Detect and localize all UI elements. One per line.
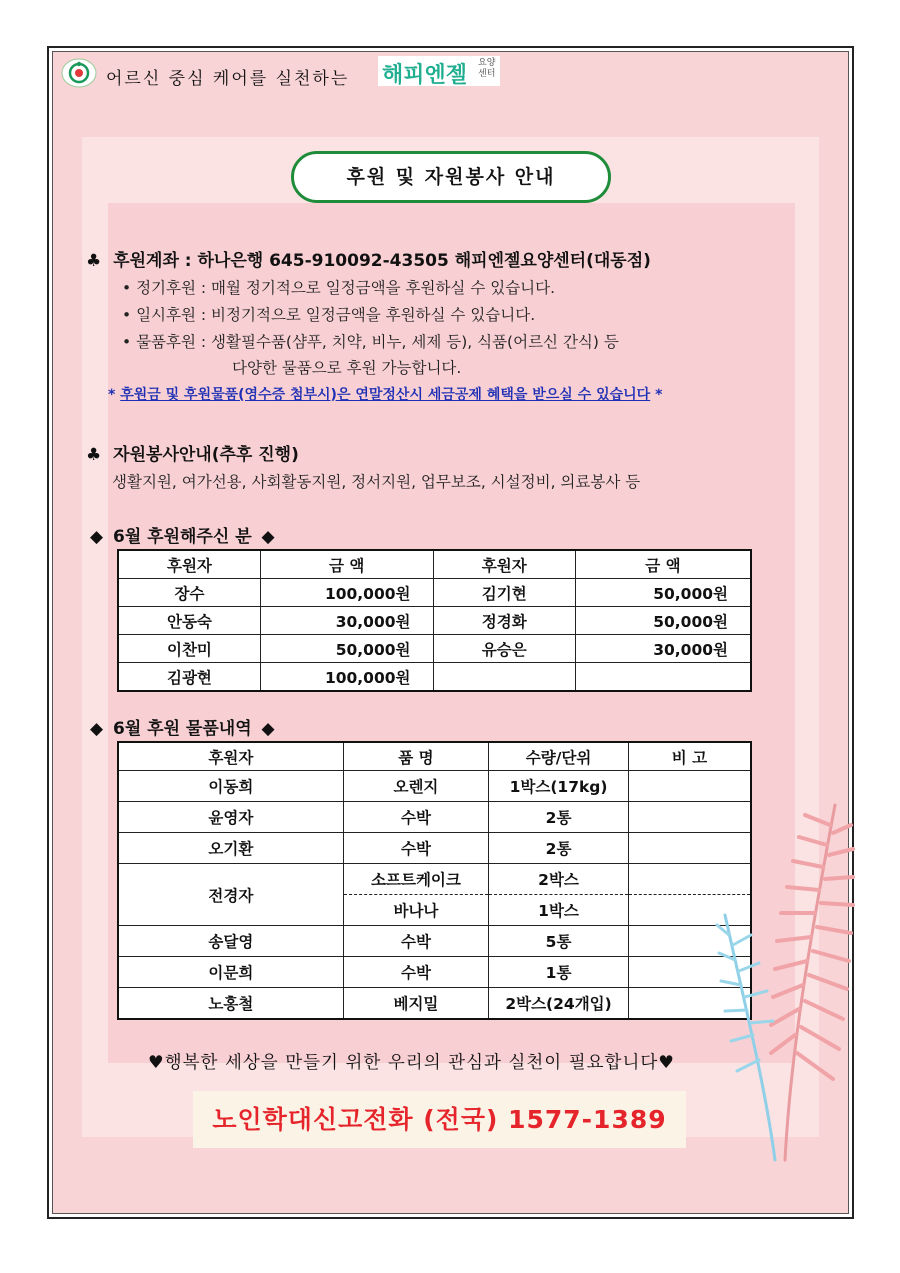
goods-qty: 1박스(17kg) — [489, 771, 629, 802]
donor-amount: 30,000원 — [575, 635, 751, 663]
goods-donor: 이동희 — [118, 771, 343, 802]
volunteer-heading: 자원봉사안내(추후 진행) — [113, 445, 299, 465]
table-header-row — [118, 742, 751, 771]
goods-item: 수박 — [343, 926, 489, 957]
donor-name: 정경화 — [433, 607, 575, 635]
goods-qty: 5통 — [489, 926, 629, 957]
goods-donor: 이문희 — [118, 957, 343, 988]
donor-name: 장수 — [118, 579, 260, 607]
slogan: 어르신 중심 케어를 실천하는 — [106, 69, 350, 89]
donor-amount: 30,000원 — [260, 607, 433, 635]
donor-name: 유승은 — [433, 635, 575, 663]
goods-donor: 노홍철 — [118, 988, 343, 1020]
account-heading-row — [86, 246, 651, 271]
table-row — [118, 802, 751, 833]
table-header: 금 액 — [260, 550, 433, 579]
donors-heading-row — [90, 522, 275, 547]
notice-star: * — [108, 387, 116, 403]
footer-quote: ♥행복한 세상을 만들기 위한 우리의 관심과 실천이 필요합니다♥ — [148, 1053, 675, 1073]
goods-heading-row — [90, 714, 275, 739]
tax-notice-text: 후원금 및 후원물품(영수증 첨부시)은 연말정산시 세금공제 혜택을 받으실 수 있습니다 — [120, 387, 651, 403]
goods-table — [117, 741, 752, 1020]
account-item: • 물품후원 : 생활필수품(샴푸, 치약, 비누, 세제 등), 식품(어르신 간식) 등 — [122, 333, 619, 351]
table-row — [118, 864, 751, 895]
goods-item: 수박 — [343, 957, 489, 988]
header — [60, 56, 520, 90]
brand-name: 해피엔젤 — [382, 63, 468, 88]
donor-amount: 50,000원 — [260, 635, 433, 663]
abuse-hotline: 노인학대신고전화 (전국) 1577-1389 — [193, 1091, 686, 1148]
table-header: 수량/단위 — [489, 742, 629, 771]
donor-name: 이찬미 — [118, 635, 260, 663]
donors-heading: 6월 후원해주신 분 — [113, 527, 252, 547]
tax-notice — [108, 384, 662, 404]
account-heading: 후원계좌 : 하나은행 645-910092-43505 해피엔젤요양센터(대동점) — [113, 251, 651, 271]
diamond-icon: ◆ — [90, 527, 104, 547]
brand-logo — [378, 56, 500, 86]
goods-item: 베지밀 — [343, 988, 489, 1020]
goods-donor: 송달영 — [118, 926, 343, 957]
account-item-text: 물품후원 : 생활필수품(샴푸, 치약, 비누, 세제 등), 식품(어르신 간식) 등 — [136, 333, 619, 351]
account-item-text: 일시후원 : 비정기적으로 일정금액을 후원하실 수 있습니다. — [136, 306, 536, 324]
goods-item: 수박 — [343, 833, 489, 864]
account-item: • 일시후원 : 비정기적으로 일정금액을 후원하실 수 있습니다. — [122, 306, 536, 324]
account-item: • 정기후원 : 매월 정기적으로 일정금액을 후원하실 수 있습니다. — [122, 279, 556, 297]
club-icon: ♣ — [86, 445, 102, 465]
goods-donor: 전경자 — [118, 864, 343, 926]
account-item-cont: 다양한 물품으로 후원 가능합니다. — [232, 359, 462, 377]
table-header: 후원자 — [118, 550, 260, 579]
donor-name — [433, 663, 575, 692]
table-row — [118, 833, 751, 864]
volunteer-heading-row — [86, 440, 299, 465]
donor-amount: 100,000원 — [260, 663, 433, 692]
diamond-icon: ◆ — [261, 527, 275, 547]
donor-amount: 50,000원 — [575, 579, 751, 607]
table-row — [118, 988, 751, 1020]
goods-item: 오렌지 — [343, 771, 489, 802]
table-header: 금 액 — [575, 550, 751, 579]
table-row — [118, 635, 751, 663]
table-header: 후원자 — [118, 742, 343, 771]
goods-qty: 2통 — [489, 802, 629, 833]
goods-item: 수박 — [343, 802, 489, 833]
goods-qty: 2통 — [489, 833, 629, 864]
donor-name: 안동숙 — [118, 607, 260, 635]
donor-amount — [575, 663, 751, 692]
table-header-row — [118, 550, 751, 579]
goods-qty: 2박스 — [489, 864, 629, 895]
table-row — [118, 957, 751, 988]
goods-qty: 1박스 — [489, 895, 629, 926]
donors-table — [117, 549, 752, 692]
goods-qty: 1통 — [489, 957, 629, 988]
account-item-text: 정기후원 : 매월 정기적으로 일정금액을 후원하실 수 있습니다. — [136, 279, 556, 297]
table-row — [118, 579, 751, 607]
goods-donor: 오기환 — [118, 833, 343, 864]
center-logo-icon — [60, 57, 98, 89]
donor-amount: 100,000원 — [260, 579, 433, 607]
page-title: 후원 및 자원봉사 안내 — [291, 151, 611, 203]
club-icon: ♣ — [86, 251, 102, 271]
table-header: 품 명 — [343, 742, 489, 771]
volunteer-text: 생활지원, 여가선용, 사회활동지원, 정서지원, 업무보조, 시설정비, 의료봉사 등 — [112, 473, 641, 491]
donor-name: 김광현 — [118, 663, 260, 692]
palm-leaf-decoration-icon — [715, 785, 855, 1165]
donor-amount: 50,000원 — [575, 607, 751, 635]
brand-sub: 요양 센터 — [478, 58, 496, 79]
goods-qty: 2박스(24개입) — [489, 988, 629, 1020]
table-header: 후원자 — [433, 550, 575, 579]
goods-donor: 윤영자 — [118, 802, 343, 833]
diamond-icon: ◆ — [261, 719, 275, 739]
notice-star: * — [655, 387, 663, 403]
diamond-icon: ◆ — [90, 719, 104, 739]
table-header: 비 고 — [628, 742, 751, 771]
donor-name: 김기현 — [433, 579, 575, 607]
table-row — [118, 663, 751, 692]
table-row — [118, 926, 751, 957]
goods-item: 바나나 — [343, 895, 489, 926]
goods-heading: 6월 후원 물품내역 — [113, 719, 252, 739]
table-row — [118, 771, 751, 802]
goods-item: 소프트케이크 — [343, 864, 489, 895]
table-row — [118, 607, 751, 635]
